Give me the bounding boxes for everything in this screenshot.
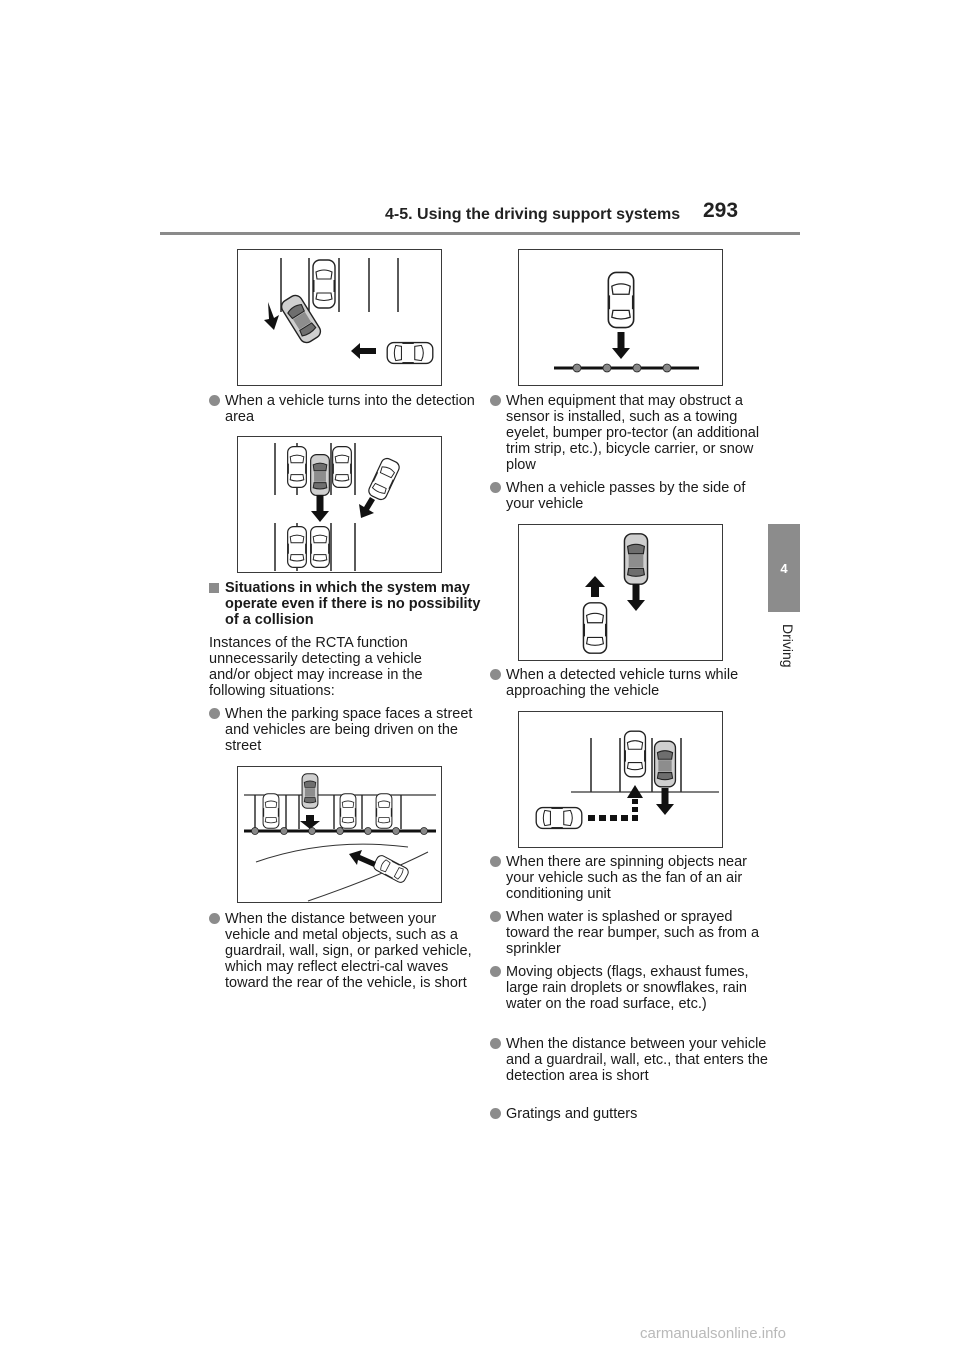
figure-equipment-obstructs-sensor [518,249,723,386]
figure-parking-faces-street [237,766,442,903]
bullet-dot-icon [490,911,501,922]
bullet-metal-objects: When the distance between your vehicle and metal objects, such as a guardrail, wall, sign, or parked vehicle, which may reflect electri-cal waves toward the rear of the vehicle, is short [209,911,485,991]
bullet-dot-icon [490,966,501,977]
bullet-water-splashed: When water is splashed or sprayed toward the rear bumper, such as from a sprinkler [490,909,768,957]
figure-vehicle-turning-into-area [237,249,442,386]
bullet-dot-icon [490,856,501,867]
bullet-dot-icon [490,669,501,680]
header-divider [160,232,800,235]
bullet-spinning-objects: When there are spinning objects near your vehicle such as the fan of an air conditioning unit [490,854,768,902]
page-number: 293 [703,199,739,222]
heading-unnecessary-operation: Situations in which the system may operate even if there is no possibility of a collision [209,580,483,628]
figure-vehicle-passes-side [518,524,723,661]
figure-detected-vehicle-turns [518,711,723,848]
heading-square-icon [209,583,219,593]
bullet-equipment-installed: When equipment that may obstruct a sensor is installed, such as a towing eyelet, bumper pro-tector (an additional trim strip, etc.), bicycle carrier, or snow plow [490,393,768,473]
bullet-detected-vehicle-turns: When a detected vehicle turns while approaching the vehicle [490,667,768,699]
bullet-turns-into-area: When a vehicle turns into the detection area [209,393,480,425]
figure-parking-lot-vehicles [237,436,442,573]
section-title: 4-5. Using the driving support systems [385,206,681,223]
bullet-moving-objects: Moving objects (flags, exhaust fumes, large rain droplets or snowflakes, rain water on the road surface, etc.) [490,964,768,1012]
bullet-dot-icon [490,395,501,406]
bullet-dot-icon [490,1038,501,1049]
watermark: carmanualsonline.info [640,1325,786,1342]
chapter-tab [768,524,800,612]
chapter-number: 4 [780,560,788,576]
bullet-guardrail-distance: When the distance between your vehicle and a guardrail, wall, etc., that enters the detection area is short [490,1036,768,1084]
bullet-dot-icon [490,1108,501,1119]
bullet-passes-side: When a vehicle passes by the side of your vehicle [490,480,768,512]
bullet-dot-icon [490,482,501,493]
bullet-parking-faces-street: When the parking space faces a street and vehicles are being driven on the street [209,706,480,754]
bullet-dot-icon [209,395,220,406]
bullet-gratings-gutters: Gratings and gutters [490,1106,768,1122]
bullet-dot-icon [209,708,220,719]
intro-paragraph: Instances of the RCTA function unnecessarily detecting a vehicle and/or object may increase in the following situations: [209,635,423,699]
bullet-dot-icon [209,913,220,924]
chapter-label: Driving [780,624,796,668]
